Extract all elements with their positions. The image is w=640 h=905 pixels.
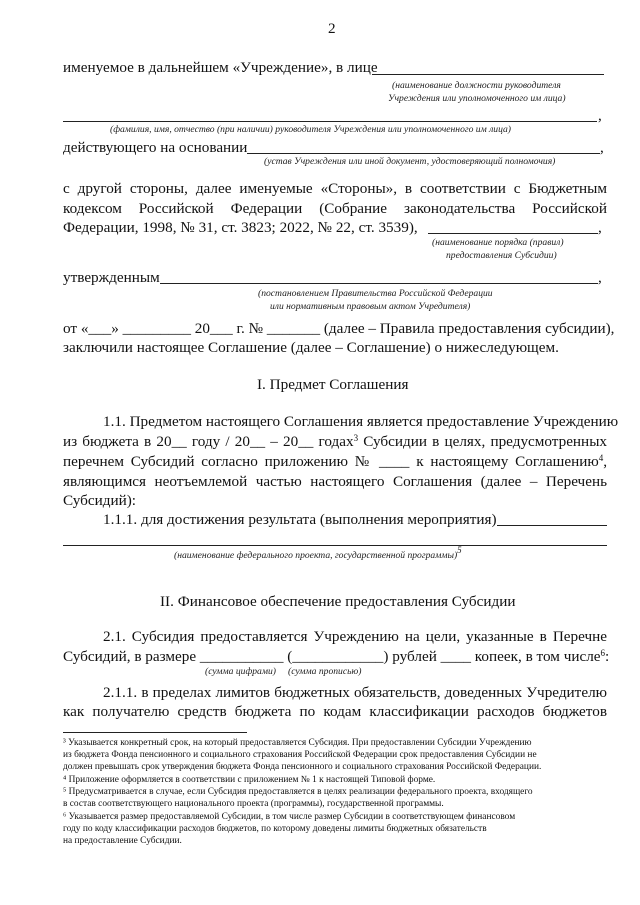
section-heading-2: II. Финансовое обеспечение предоставления Субсидии xyxy=(160,593,516,610)
text-line-approved: утвержденным xyxy=(63,269,160,286)
hint-approved-a: (постановлением Правительства Российской Федерации xyxy=(258,288,493,299)
text-line-1-1-e: Субсидий): xyxy=(63,492,137,509)
hint-rules-b: предоставления Субсидии) xyxy=(446,250,557,261)
footnote-line: году по коду классификации расходов бюджетов, по которому доведены лимиты бюджетных обязательств xyxy=(63,824,487,834)
hint-basis: (устав Учреждения или иной документ, удостоверяющий полномочия) xyxy=(264,156,556,167)
footnote-line: на предоставление Субсидии. xyxy=(63,836,182,846)
text-line-1-1-d: являющимся неотъемлемой частью настоящего Соглашения (далее – Перечень xyxy=(63,473,607,490)
section-heading-1: I. Предмет Соглашения xyxy=(257,376,409,393)
hint-position-b: Учреждения или уполномоченного им лица) xyxy=(388,93,566,104)
blank-line-basis xyxy=(247,153,600,154)
comma: , xyxy=(598,107,602,124)
blank-line-position xyxy=(372,74,604,75)
footnote-separator xyxy=(63,732,247,733)
text-line-2-1-1-a: 2.1.1. в пределах лимитов бюджетных обязательств, доведенных Учредителю xyxy=(103,684,607,701)
hint-project: (наименование федерального проекта, государственной программы)$^5$ xyxy=(174,545,462,561)
text-line-date: от «___» _________ 20___ г. № _______ (далее – Правила предоставления субсидии), xyxy=(63,320,615,337)
comma: , xyxy=(598,219,602,236)
hint-rules-a: (наименование порядка (правил) xyxy=(432,237,564,248)
footnote-line: из бюджета Фонда пенсионного и социального страхования Российской Федерации срок предоставления Субсидии не xyxy=(63,750,537,760)
text-line-1-1-a: 1.1. Предметом настоящего Соглашения является предоставление Учреждению xyxy=(103,413,619,430)
footnote-line: ³ Указывается конкретный срок, на который предоставляется Субсидия. При предоставлении Субсидии Учреждению xyxy=(63,738,532,748)
text-line-acting-person: именуемое в дальнейшем «Учреждение», в лице xyxy=(63,59,378,76)
text-line-2-1-b: Субсидий, в размере ___________ (____________) рублей ____ копеек, в том числе$^6$: xyxy=(63,648,610,665)
footnote-line: ⁴ Приложение оформляется в соответствии с приложением № 1 к настоящей Типовой форме. xyxy=(63,775,436,785)
footnote-line: должен превышать срок утверждения бюджета Фонда пенсионного и социального страхования Российской Федерации. xyxy=(63,762,542,772)
blank-line-project xyxy=(63,545,607,546)
text-line-1-1-c: перечнем Субсидий согласно приложению № ____ к настоящему Соглашению$^4$, xyxy=(63,453,607,470)
blank-line-rules-name xyxy=(428,233,598,234)
blank-line-fullname xyxy=(63,121,597,122)
text-line-parties-2: кодексом Российской Федерации (Собрание законодательства Российской xyxy=(63,200,607,217)
page-number: 2 xyxy=(328,20,336,37)
footnote-line: в состав соответствующего национального проекта (программы), государственной программы. xyxy=(63,799,444,809)
hint-approved-b: или нормативным правовым актом Учредителя) xyxy=(270,301,471,312)
text-line-2-1-1-b: как получателю средств бюджета по кодам классификации расходов бюджетов xyxy=(63,703,607,720)
text-line-1-1-b: из бюджета в 20__ году / 20__ – 20__ годах$^3$ Субсидии в целях, предусмотренных xyxy=(63,433,607,450)
comma: , xyxy=(600,139,604,156)
hint-fullname: (фамилия, имя, отчество (при наличии) руководителя Учреждения или уполномоченного им лица) xyxy=(110,124,512,135)
text-line-parties-1: с другой стороны, далее именуемые «Стороны», в соответствии с Бюджетным xyxy=(63,180,607,197)
text-line-parties-3: Федерации, 1998, № 31, ст. 3823; 2022, № 22, ст. 3539), xyxy=(63,219,418,236)
hint-sum-words: (сумма прописью) xyxy=(288,666,362,677)
blank-line-result xyxy=(497,525,607,526)
hint-sum-digits: (сумма цифрами) xyxy=(205,666,276,677)
hint-position-a: (наименование должности руководителя xyxy=(392,80,561,91)
blank-line-approved-by xyxy=(160,283,598,284)
text-line-1-1-1: 1.1.1. для достижения результата (выполнения мероприятия) xyxy=(103,511,497,528)
footnote-line: ⁵ Предусматривается в случае, если Субсидия предоставляется в целях реализации федерального проекта, входящего xyxy=(63,787,533,797)
text-line-concluded: заключили настоящее Соглашение (далее – Соглашение) о нижеследующем. xyxy=(63,339,559,356)
footnote-line: ⁶ Указывается размер предоставляемой Субсидии, в том числе размер Субсидии в соответствующем финансовом xyxy=(63,812,516,822)
comma: , xyxy=(598,269,602,286)
text-line-2-1-a: 2.1. Субсидия предоставляется Учреждению на цели, указанные в Перечне xyxy=(103,628,607,645)
text-line-acting-basis: действующего на основании xyxy=(63,139,248,156)
